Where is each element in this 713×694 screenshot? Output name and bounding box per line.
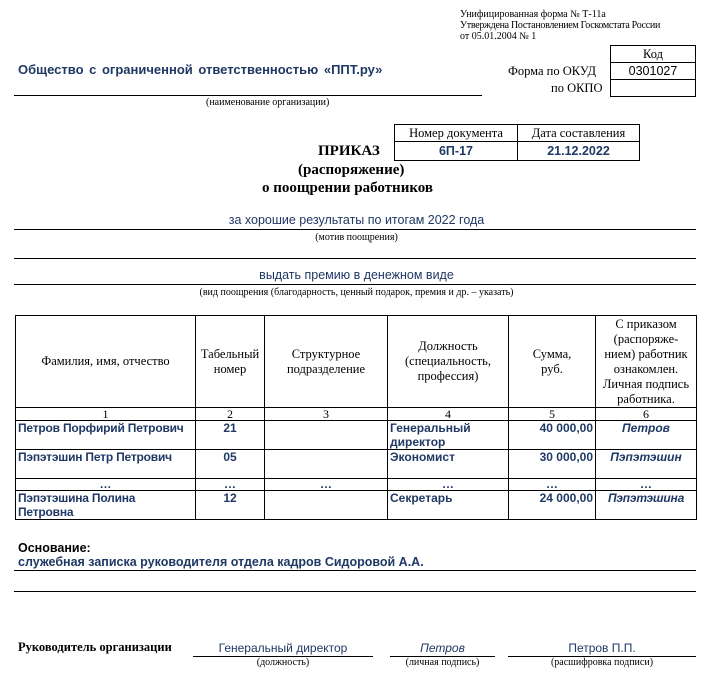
col-number: 1	[16, 408, 196, 421]
basis-value: служебная записка руководителя отдела кадров Сидоровой А.А.	[18, 555, 424, 569]
form-header-line3: от 05.01.2004 № 1	[460, 31, 537, 42]
col-number: 5	[509, 408, 596, 421]
col-header-name-text: Фамилия, имя, отчество	[41, 354, 170, 368]
col-header-position	[388, 316, 509, 408]
cell-tab: 21	[196, 421, 265, 450]
reward-type-caption: (вид поощрения (благодарность, ценный подарок, премия и др. – указать)	[199, 287, 514, 298]
codes-table	[610, 45, 696, 97]
table-row	[16, 479, 697, 491]
form-header	[460, 9, 660, 42]
order-title: ПРИКАЗ	[318, 143, 380, 159]
col-header-sig-5: Личная подпись	[602, 376, 690, 391]
document-number-table	[394, 124, 640, 161]
col-header-dept-1: Структурное	[291, 346, 361, 361]
signoff-label: Руководитель организации	[18, 640, 172, 654]
form-header-line2: Утверждена Постановлением Госкомстата России	[460, 20, 661, 31]
col-number: 3	[265, 408, 388, 421]
order-subtitle: (распоряжение)	[298, 162, 405, 178]
col-number: 4	[388, 408, 509, 421]
cell-tab: 12	[196, 491, 265, 520]
col-header-pos-1: Должность	[418, 339, 478, 353]
cell-dept	[265, 421, 388, 450]
col-header-dept-2: подразделение	[286, 361, 366, 376]
form-header-line1: Унифицированная форма № Т-11а	[460, 9, 606, 20]
cell-name: …	[16, 479, 196, 491]
col-number: 2	[196, 408, 265, 421]
doc-number-value: 6П-17	[395, 142, 518, 161]
cell-sum: 30 000,00	[509, 450, 596, 479]
cell-position: Экономист	[388, 450, 509, 479]
col-header-name	[16, 316, 196, 408]
organization-caption: (наименование организации)	[206, 97, 330, 108]
col-header-tab	[196, 316, 265, 408]
cell-signature: Пэпэтэшина	[596, 491, 697, 520]
cell-position: …	[388, 479, 509, 491]
cell-tab: 05	[196, 450, 265, 479]
organization-underline	[14, 95, 482, 96]
col-header-dept	[265, 316, 388, 408]
cell-position: Секретарь	[388, 491, 509, 520]
cell-name: Петров Порфирий Петрович	[16, 421, 196, 450]
cell-sum: …	[509, 479, 596, 491]
col-header-sig-3: нием) работник	[604, 346, 688, 361]
reward-type-underline	[14, 284, 696, 285]
cell-dept: …	[265, 479, 388, 491]
doc-date-value: 21.12.2022	[518, 142, 640, 161]
okpo-value	[611, 80, 696, 97]
basis-underline	[14, 570, 696, 571]
cell-sum: 24 000,00	[509, 491, 596, 520]
cell-sum: 40 000,00	[509, 421, 596, 450]
col-header-sum	[509, 316, 596, 408]
col-header-sum-1: Сумма,	[532, 346, 572, 361]
signoff-signature-caption: (личная подпись)	[405, 657, 480, 668]
column-numbers-row	[16, 408, 697, 421]
col-header-sum-2: руб.	[541, 361, 563, 376]
cell-name: Пэпэтэшина Полина Петровна	[16, 491, 196, 520]
col-header-sig-1: С приказом	[615, 316, 677, 331]
col-header-tab-1: Табельный	[200, 346, 260, 361]
signoff-decoding: Петров П.П.	[568, 641, 636, 655]
okud-label: Форма по ОКУД	[508, 64, 596, 78]
col-header-signature	[596, 316, 697, 408]
cell-signature: Петров	[596, 421, 697, 450]
basis-label: Основание:	[18, 541, 91, 555]
motive-value: за хорошие результаты по итогам 2022 года	[228, 213, 485, 227]
cell-dept	[265, 491, 388, 520]
cell-signature: Пэпэтэшин	[596, 450, 697, 479]
table-row	[16, 450, 697, 479]
employees-table	[15, 315, 697, 520]
motive-caption: (мотив поощрения)	[315, 232, 398, 243]
signoff-signature: Петров	[420, 641, 465, 655]
doc-date-label: Дата составления	[518, 125, 640, 142]
okud-value: 0301027	[611, 63, 696, 80]
motive-underline	[14, 229, 696, 230]
col-header-pos-2: (специальность,	[404, 354, 491, 368]
motive-extra-line	[14, 258, 696, 259]
cell-position: Генеральный директор	[388, 421, 509, 450]
col-header-sig-4: ознакомлен.	[613, 361, 679, 376]
cell-signature: …	[596, 479, 697, 491]
table-header-row	[16, 316, 697, 408]
reward-type-value: выдать премию в денежном виде	[259, 268, 454, 282]
col-number: 6	[596, 408, 697, 421]
signoff-decoding-caption: (расшифровка подписи)	[550, 657, 654, 668]
col-header-sig-6: работника.	[617, 391, 675, 406]
okpo-label: по ОКПО	[551, 81, 603, 95]
signoff-position: Генеральный директор	[218, 641, 348, 655]
codes-header: Код	[611, 46, 696, 63]
basis-extra-line	[14, 591, 696, 592]
signoff-position-caption: (должность)	[256, 657, 310, 668]
cell-dept	[265, 450, 388, 479]
organization-name: Общество с ограниченной ответственностью «ППТ.ру»	[18, 62, 383, 77]
cell-tab: …	[196, 479, 265, 491]
col-header-tab-2: номер	[213, 361, 247, 376]
col-header-pos-3: профессия)	[417, 369, 479, 383]
table-row	[16, 491, 697, 520]
table-row	[16, 421, 697, 450]
order-topic: о поощрении работников	[262, 180, 434, 196]
cell-name: Пэпэтэшин Петр Петрович	[16, 450, 196, 479]
col-header-sig-2: (распоряже-	[613, 331, 679, 346]
doc-number-label: Номер документа	[395, 125, 518, 142]
